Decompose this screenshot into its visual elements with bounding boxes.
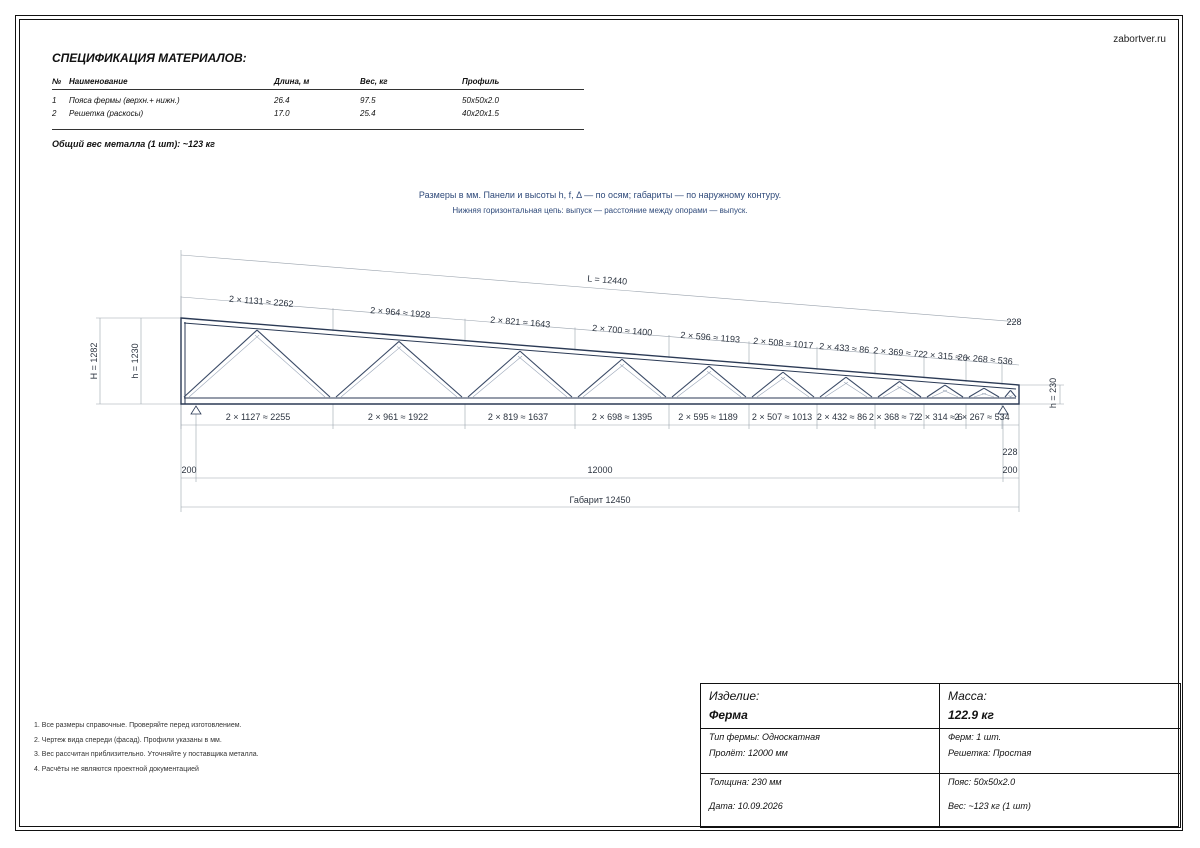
- note-item: 4. Расчёты не являются проектной документацией: [34, 765, 199, 773]
- lattice-diagonal-edge: [677, 371, 711, 397]
- lattice-diagonal: [709, 366, 746, 397]
- spec-header-num: №: [52, 76, 62, 86]
- lattice-diagonal: [984, 388, 999, 397]
- lattice-type: Решетка: Простая: [948, 748, 1032, 758]
- general-notes: [34, 719, 259, 777]
- bottom-dim-label: 2 × 819 ≈ 1637: [487, 412, 549, 422]
- lattice-diagonal: [257, 330, 330, 397]
- spec-cell-weight: 25.4: [360, 109, 376, 118]
- spec-cell-num: 1: [52, 96, 57, 105]
- spec-cell-name: Решетка (раскосы): [69, 109, 144, 118]
- bottom-dim-label: 2 × 595 ≈ 1189: [678, 412, 738, 422]
- bottom-dim-label: 2 × 1127 ≈ 2255: [225, 412, 291, 422]
- bottom-dim-label: 2 × 698 ≈ 1395: [591, 412, 653, 422]
- spec-cell-profile: 50x50x2.0: [462, 96, 499, 105]
- chain-note: Нижняя горизонтальная цепь: выпуск — расстояние между опорами — выпуск.: [452, 206, 748, 215]
- mass-label: Масса:: [948, 689, 987, 703]
- support-triangle: [191, 406, 201, 414]
- lattice-diagonal-edge: [707, 371, 741, 397]
- total-weight-stamp: Вес: ~123 кг (1 шт): [948, 801, 1031, 811]
- lattice-diagonal: [520, 351, 572, 397]
- lattice-diagonal: [184, 330, 257, 397]
- lattice-diagonal-edge: [781, 377, 809, 397]
- bottom-end-label: 228: [1002, 447, 1018, 457]
- dimension-labels: [89, 273, 1058, 505]
- top-dim-label: 2 × 369 ≈ 72: [872, 345, 924, 360]
- top-end-label: 228: [1006, 317, 1022, 327]
- lattice-diagonal-edge: [341, 346, 401, 397]
- bottom-dim-label: 2 × 961 ≈ 1922: [367, 412, 429, 422]
- top-dim-label: 2 × 1131 ≈ 2262: [228, 293, 294, 309]
- lattice-diagonal-edge: [473, 356, 522, 397]
- overall-label: Габарит 12450: [569, 495, 631, 505]
- lattice-diagonal-edge: [982, 393, 994, 397]
- overall-length-label: L = 12440: [586, 273, 628, 287]
- top-dim-label: 2 × 964 ≈ 1928: [369, 305, 431, 320]
- lattice-diagonal: [622, 359, 666, 397]
- lattice-diagonal: [783, 372, 814, 397]
- top-dim-label: 2 × 268 ≈ 536: [957, 352, 1014, 367]
- overall-length-line: [181, 255, 1019, 322]
- top-dim-label: 2 × 821 ≈ 1643: [489, 314, 551, 330]
- spec-cell-name: Пояса фермы (верхн.+ нижн.): [69, 96, 180, 105]
- spec-header-name: Наименование: [69, 76, 128, 86]
- thickness: Толщина: 230 мм: [709, 777, 782, 787]
- height-outer-label: H = 1282: [89, 342, 99, 380]
- lattice-diagonal-edge: [1009, 395, 1012, 397]
- site-name: zabortver.ru: [1113, 34, 1166, 45]
- lattice-diagonal: [399, 341, 462, 397]
- spec-cell-length: 26.4: [274, 96, 290, 105]
- date: Дата: 10.09.2026: [709, 801, 783, 811]
- truss-type: Тип фермы: Односкатная: [709, 732, 820, 742]
- bottom-dim-label: 2 × 314 ≈ 6: [917, 412, 963, 422]
- lattice-diagonal: [672, 366, 709, 397]
- lattice-diagonal: [468, 351, 520, 397]
- span-label: 12000: [587, 465, 613, 475]
- note-item: 3. Вес рассчитан приблизительно. Уточняйте у поставщика металла.: [34, 751, 259, 758]
- spec-cell-weight: 97.5: [360, 96, 376, 105]
- lattice-diagonal: [846, 377, 872, 397]
- spec-cell-profile: 40x20x1.5: [462, 109, 499, 118]
- top-dim-label: 2 × 315 ≈ 6: [922, 349, 969, 363]
- lattice-diagonal: [752, 372, 783, 397]
- chord-profile: Пояс: 50x50x2.0: [948, 777, 1016, 787]
- lattice-diagonal-edge: [620, 364, 661, 397]
- bottom-dim-label: 2 × 507 ≈ 1013: [751, 412, 813, 422]
- truss-count: Ферм: 1 шт.: [948, 732, 1002, 742]
- top-dim-label: 2 × 433 ≈ 86: [818, 341, 870, 356]
- note-item: 2. Чертеж вида спереди (фасад). Профили указаны в мм.: [34, 736, 222, 744]
- lattice-diagonal-edge: [583, 364, 624, 397]
- lattice-diagonal: [969, 388, 984, 397]
- spec-header-profile: Профиль: [462, 76, 500, 86]
- top-dim-label: 2 × 596 ≈ 1193: [680, 329, 741, 345]
- product-name: Ферма: [709, 708, 748, 722]
- mass-value: 122.9 кг: [948, 708, 994, 722]
- bottom-dim-label: 2 × 432 ≈ 86: [816, 412, 868, 422]
- spec-title: СПЕЦИФИКАЦИЯ МАТЕРИАЛОВ:: [52, 51, 247, 65]
- product-label: Изделие:: [709, 689, 760, 703]
- top-dim-label: 2 × 700 ≈ 1400: [591, 322, 653, 338]
- title-block: [700, 683, 1181, 828]
- lattice-diagonal-edge: [518, 356, 567, 397]
- spec-cell-length: 17.0: [274, 109, 290, 118]
- spec-header-weight: Вес, кг: [360, 76, 388, 86]
- dimension-note: Размеры в мм. Панели и высоты h, f, Δ — по осям; габариты — по наружному контуру.: [418, 190, 782, 200]
- spec-header-length: Длина, м: [274, 76, 310, 86]
- spec-cell-num: 2: [52, 109, 57, 118]
- lattice-diagonal-edge: [757, 377, 785, 397]
- lattice-diagonal-edge: [255, 335, 325, 397]
- lattice-diagonal-edge: [397, 346, 457, 397]
- lattice-diagonal-edge: [189, 335, 259, 397]
- overhang-right-label: 200: [1002, 465, 1018, 475]
- height-right-label: h = 230: [1048, 377, 1058, 409]
- lattice-diagonal-edge: [943, 390, 958, 397]
- truss-span: Пролёт: 12000 мм: [709, 748, 788, 758]
- overhang-left-label: 200: [181, 465, 197, 475]
- height-axis-label: h = 1230: [130, 343, 140, 379]
- lattice-diagonal: [820, 377, 846, 397]
- bottom-dim-label: 2 × 368 ≈ 72: [868, 412, 920, 422]
- lattice-diagonal: [336, 341, 399, 397]
- top-dim-label: 2 × 508 ≈ 1017: [752, 335, 814, 351]
- bottom-dim-label: 2 × 267 ≈ 534: [954, 412, 1010, 422]
- note-item: 1. Все размеры справочные. Проверяйте перед изготовлением.: [34, 722, 242, 729]
- lattice-diagonal: [578, 359, 622, 397]
- total-weight: Общий вес металла (1 шт): ~123 кг: [52, 139, 215, 149]
